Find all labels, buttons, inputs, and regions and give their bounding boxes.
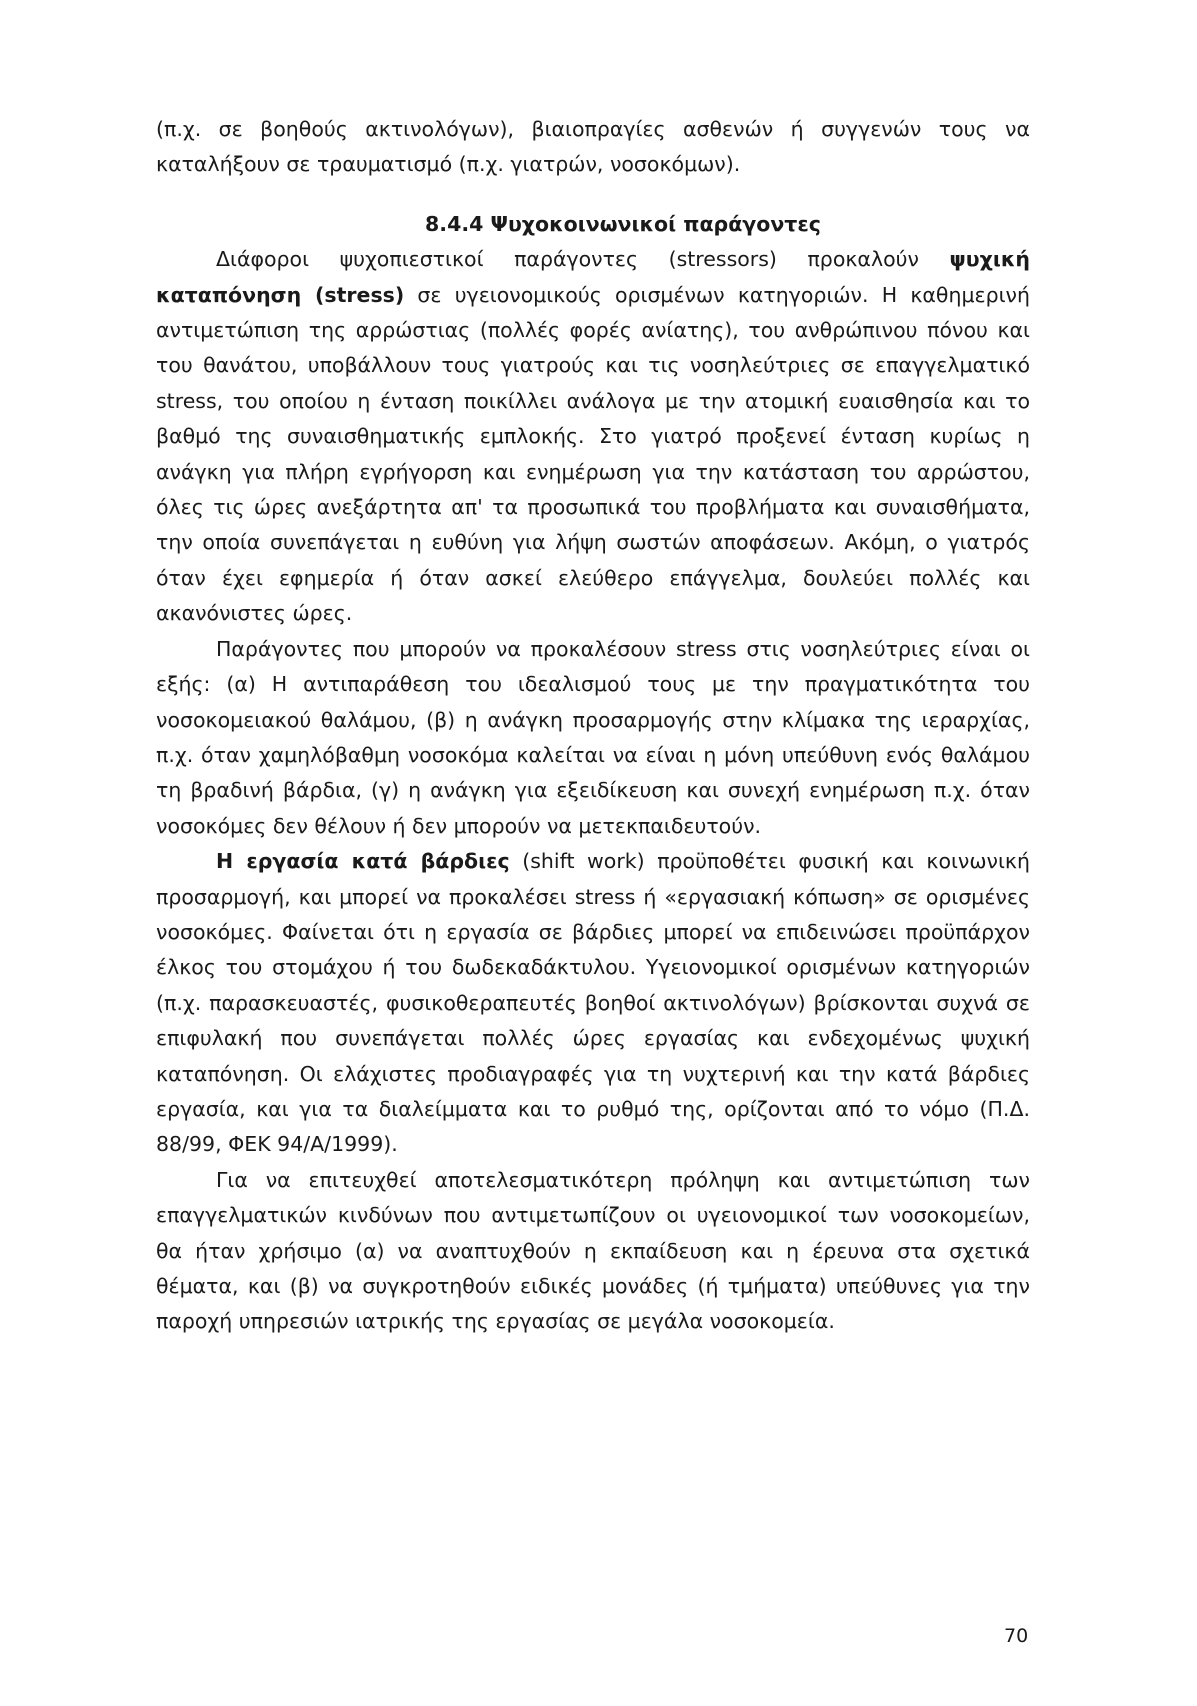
paragraph-psychosocial-stress: [156, 242, 1030, 631]
page-body: [156, 112, 1030, 1340]
paragraph-nurse-stressors: Παράγοντες που μπορούν να προκαλέσουν stress στις νοσηλεύτριες είναι οι εξής: (α) Η αντιπαράθεση του ιδεαλισμού τους με την πραγματικότητα του νοσοκομειακού θαλάμου, (β) η ανάγκη προσαρμογής στην κλίμακα της ιεραρχίας, π.χ. όταν χαμηλόβαθμη νοσοκόμα καλείται να είναι η μόνη υπεύθυνη ενός θαλάμου τη βραδινή βάρδια, (γ) η ανάγκη για εξειδίκευση και συνεχή ενημέρωση π.χ. όταν νοσοκόμες δεν θέλουν ή δεν μπορούν να μετεκπαιδευτούν.: [156, 636, 1030, 838]
paragraph-1-lead: Διάφοροι ψυχοπιεστικοί παράγοντες (stressors) προκαλούν: [216, 247, 950, 272]
paragraph-3-bold-term: Η εργασία κατά βάρδιες: [216, 849, 510, 874]
section-heading: 8.4.4 Ψυχοκοινωνικοί παράγοντες: [425, 211, 821, 236]
paragraph-1-bold-term: ψυχική καταπόνηση (stress): [156, 247, 1030, 307]
paragraph-3-rest: (shift work) προϋποθέτει φυσική και κοινωνική προσαρμογή, και μπορεί να προκαλέσει stress ή «εργασιακή κόπωση» σε ορισμένες νοσοκόμες. Φαίνεται ότι η εργασία σε βάρδιες μπορεί να επιδεινώσει προϋπάρχον έλκος του στομάχου ή του δωδεκαδάκτυλου. Υγειονομικοί ορισμένων κατηγοριών (π.χ. παρασκευαστές, φυσικοθεραπευτές βοηθοί ακτινολόγων) βρίσκονται συχνά σε επιφυλακή που συνεπάγεται πολλές ώρες εργασίας και ενδεχομένως ψυχική καταπόνηση. Οι ελάχιστες προδιαγραφές για τη νυχτερινή και την κατά βάρδιες εργασία, και για τα διαλείμματα και το ρυθμό της, ορίζονται από το νόμο (Π.Δ. 88/99, ΦΕΚ 94/Α/1999).: [156, 849, 1031, 1157]
intro-paragraph: (π.χ. σε βοηθούς ακτινολόγων), βιαιοπραγίες ασθενών ή συγγενών τους να καταλήξουν σε τραυματισμό (π.χ. γιατρών, νοσοκόμων).: [156, 117, 1030, 177]
paragraph-shift-work: [156, 844, 1030, 1163]
page-number: 70: [1004, 1625, 1029, 1647]
paragraph-prevention: Για να επιτευχθεί αποτελεσματικότερη πρόληψη και αντιμετώπιση των επαγγελματικών κινδύνων που αντιμετωπίζουν οι υγειονομικοί των νοσοκομείων, θα ήταν χρήσιμο (α) να αναπτυχθούν η εκπαίδευση και η έρευνα στα σχετικά θέματα, και (β) να συγκροτηθούν ειδικές μονάδες (ή τμήματα) υπεύθυνες για την παροχή υπηρεσιών ιατρικής της εργασίας σε μεγάλα νοσοκομεία.: [156, 1167, 1030, 1334]
paragraph-1-rest: σε υγειονομικούς ορισμένων κατηγοριών. Η καθημερινή αντιμετώπιση της αρρώστιας (πολλές φορές ανίατης), του ανθρώπινου πόνου και του θανάτου, υποβάλλουν τους γιατρούς και τις νοσηλεύτριες σε επαγγελματικό stress, του οποίου η ένταση ποικίλλει ανάλογα με την ατομική ευαισθησία και το βαθμό της συναισθηματικής εμπλοκής. Στο γιατρό προξενεί ένταση κυρίως η ανάγκη για πλήρη εγρήγορση και ενημέρωση για την κατάσταση του αρρώστου, όλες τις ώρες ανεξάρτητα απ' τα προσωπικά του προβλήματα και συναισθήματα, την οποία συνεπάγεται η ευθύνη για λήψη σωστών αποφάσεων. Ακόμη, ο γιατρός όταν έχει εφημερία ή όταν ασκεί ελεύθερο επάγγελμα, δουλεύει πολλές και ακανόνιστες ώρες.: [156, 282, 1030, 626]
